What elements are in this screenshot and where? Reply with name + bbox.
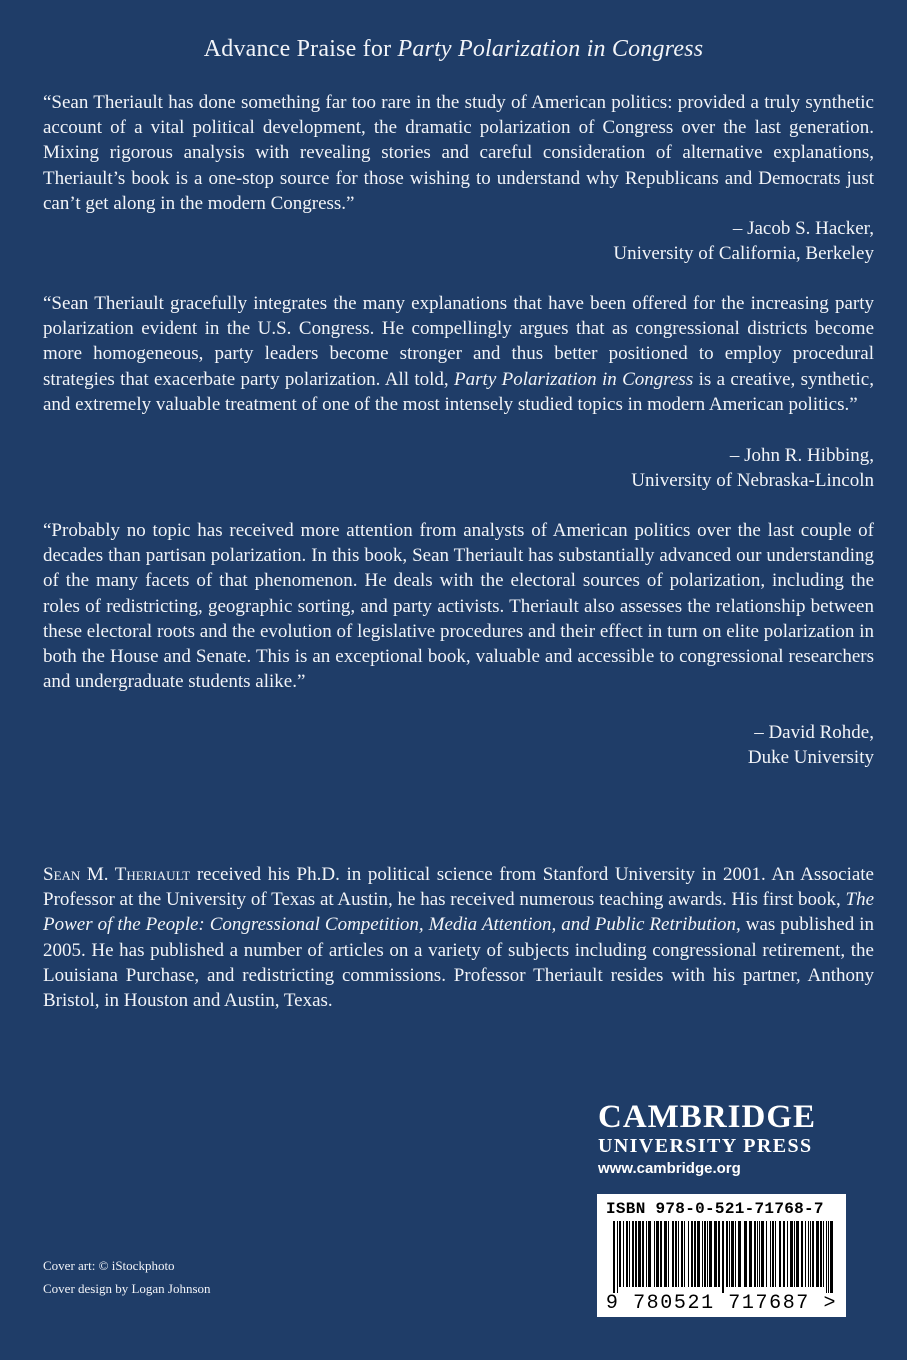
quote-3-affiliation: Duke University: [747, 747, 874, 769]
publisher-logo: [598, 1100, 848, 1180]
barcode-bar: [761, 1221, 764, 1287]
barcode-bar: [823, 1221, 824, 1287]
barcode-bar: [646, 1221, 647, 1287]
quote-3-author: – David Rohde,: [754, 722, 874, 743]
publisher-url: www.cambridge.org: [598, 1160, 741, 1177]
barcode-bar: [675, 1221, 677, 1287]
barcode-bar: [714, 1221, 717, 1287]
barcode-bar: [718, 1221, 720, 1287]
barcode-bar: [783, 1221, 785, 1287]
bio-text-b: , was published in 2005. He has published a number of articles on a variety of subjects including congressional retirement, the Louisiana Purchase, and redistricting commissions. Professor Theriault resides with his partner, Anthony Bristol, in Houston and Austin, Texas.: [43, 914, 874, 1012]
quote-2-book-title: Party Polarization in Congress: [454, 368, 694, 390]
barcode-bar: [629, 1221, 630, 1287]
barcode-bar: [722, 1221, 724, 1293]
quote-1-attribution: [274, 216, 874, 266]
barcode-bar: [766, 1221, 767, 1287]
barcode-bar: [790, 1221, 793, 1287]
isbn-label: ISBN 978-0-521-71768-7: [606, 1200, 824, 1218]
cover-credits: [43, 1254, 211, 1300]
barcode-bar: [632, 1221, 634, 1287]
barcode-bar: [810, 1221, 811, 1287]
quote-2: [43, 291, 874, 417]
barcode-bar: [757, 1221, 758, 1287]
barcode-bar: [619, 1221, 621, 1287]
quote-1: “Sean Theriault has done something far too rare in the study of American politics: provided a truly synthetic account of a vital political development, the dramatic polarization of Congress over the last generation. Mixing rigorous analysis with revealing stories and careful consideration of alternative explanations, Theriault’s book is a one-stop source for those wishing to understand why Republicans and Democrats just can’t get along in the modern Congress.”: [43, 92, 874, 214]
barcode-bar: [702, 1221, 703, 1287]
barcode-bar: [754, 1221, 756, 1287]
barcode-bar: [638, 1221, 641, 1287]
bio-book-title: The Power of the People: Congressional Competition, Media Attention, and Public Retribution: [43, 889, 874, 936]
barcode-bar: [772, 1221, 774, 1287]
barcode-bar: [816, 1221, 819, 1287]
barcode-bar: [796, 1221, 799, 1287]
barcode-bar: [617, 1221, 618, 1293]
barcode-bar: [707, 1221, 708, 1287]
barcode-bar: [812, 1221, 814, 1287]
cover-art-credit: Cover art: © iStockphoto: [43, 1258, 175, 1273]
barcode-bar: [626, 1221, 628, 1287]
barcode-bar: [678, 1221, 679, 1287]
quote-1-author: – Jacob S. Hacker,: [732, 218, 874, 239]
barcode-bar: [801, 1221, 803, 1287]
heading-book-title: Party Polarization in Congress: [397, 36, 704, 62]
quote-2-text-a: “Sean Theriault gracefully integrates the many explanations that have been offered for the increasing party polarization evident in the U.S. Congress. He compellingly argues that as congressional districts become more homogeneous, party leaders become stronger and thus better positioned to employ procedural strategies that exacerbate party polarization. All told,: [43, 293, 874, 390]
quote-3-attribution: [274, 720, 874, 770]
barcode-bar: [668, 1221, 669, 1287]
barcode-bar: [808, 1221, 809, 1287]
barcode-bar: [709, 1221, 712, 1287]
heading-prefix: Advance Praise for: [203, 36, 398, 62]
barcode-bar: [656, 1221, 659, 1287]
barcode-bar: [787, 1221, 788, 1287]
quote-2-attribution: [274, 443, 874, 493]
barcode-bar: [694, 1221, 696, 1287]
barcode-bar: [654, 1221, 655, 1287]
barcode-bar: [681, 1221, 683, 1287]
barcode-bar: [623, 1221, 624, 1287]
quote-2-affiliation: University of Nebraska-Lincoln: [631, 470, 874, 492]
barcode-bar: [779, 1221, 781, 1287]
bio-text-a: received his Ph.D. in political science from Stanford University in 2001. An Associate Professor at the University of Texas at Austin, he has received numerous teaching awards. His first book,: [43, 864, 874, 911]
barcode-bar: [735, 1221, 736, 1287]
barcode-bar: [805, 1221, 806, 1287]
quote-1-affiliation: University of California, Berkeley: [613, 243, 874, 265]
publisher-name: CAMBRIDGE: [598, 1099, 817, 1135]
quote-2-author: – John R. Hibbing,: [729, 445, 874, 466]
barcode-bar: [688, 1221, 689, 1287]
barcode-bar: [726, 1221, 728, 1287]
barcode-bar: [749, 1221, 752, 1287]
author-bio: [43, 862, 874, 1013]
barcode-bar: [759, 1221, 760, 1287]
barcode-bar: [684, 1221, 685, 1287]
barcode-bar: [744, 1221, 747, 1287]
isbn-barcode: [597, 1194, 846, 1317]
barcode-bar: [672, 1221, 674, 1287]
quote-2-text-b: is a creative, synthetic, and extremely valuable treatment of one of the most intensely studied topics in modern American politics.”: [43, 368, 874, 415]
barcode-bar: [691, 1221, 693, 1287]
author-name: Sean M. Theriault: [43, 864, 191, 885]
barcode-bar: [642, 1221, 644, 1287]
barcode-bar: [635, 1221, 637, 1287]
barcode-bar: [828, 1221, 829, 1293]
barcode-bar: [830, 1221, 833, 1293]
barcode-bar: [738, 1221, 741, 1287]
quote-3: “Probably no topic has received more attention from analysts of American politics over the last couple of decades than partisan polarization. In this book, Sean Theriault has substantially advanced our understanding of the many facets of that phenomenon. He deals with the electoral sources of polarization, including the roles of redistricting, geographic sorting, and party activists. Theriault also assesses the relationship between these electoral roots and the evolution of legislative procedures and their effect in turn on elite polarization in both the House and Senate. This is an exceptional book, valuable and accessible to congressional researchers and undergraduate students alike.”: [43, 520, 874, 693]
barcode-bar: [775, 1221, 776, 1287]
barcode-bar: [648, 1221, 651, 1287]
barcode-bar: [820, 1221, 822, 1287]
barcode-bar: [826, 1221, 827, 1293]
barcode-bar: [731, 1221, 734, 1287]
barcode-bar: [660, 1221, 662, 1287]
publisher-press: UNIVERSITY PRESS: [598, 1135, 813, 1157]
barcode-bar: [697, 1221, 700, 1287]
barcode-bar: [613, 1221, 615, 1293]
barcode-bar: [729, 1221, 730, 1287]
cover-design-credit: Cover design by Logan Johnson: [43, 1281, 211, 1296]
praise-heading: [0, 36, 907, 63]
barcode-digits: 9 780521 717687 >: [605, 1292, 838, 1315]
barcode-bar: [770, 1221, 771, 1287]
barcode-bar: [664, 1221, 667, 1287]
barcode-bars: [611, 1221, 835, 1293]
barcode-bar: [704, 1221, 706, 1287]
barcode-bar: [794, 1221, 795, 1287]
